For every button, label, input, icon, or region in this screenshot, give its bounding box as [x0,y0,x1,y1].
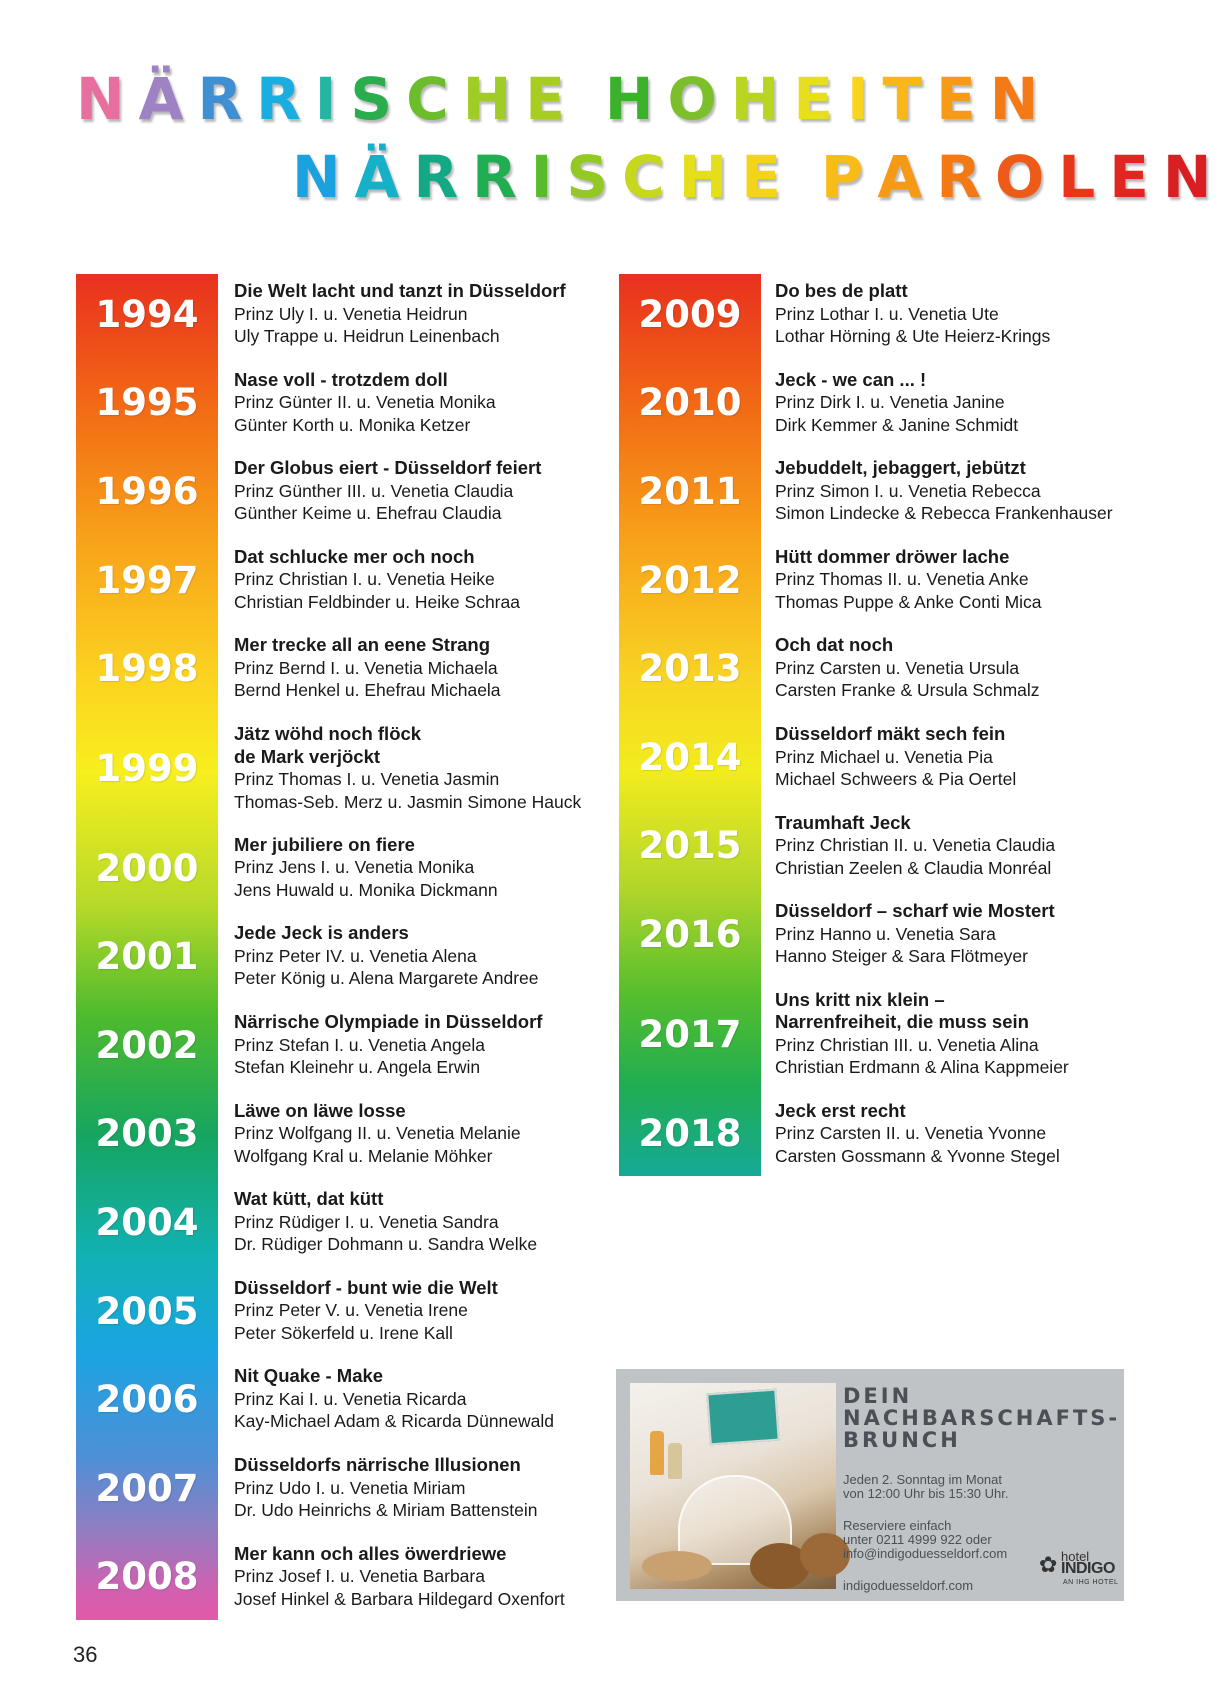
season-info [234,1100,521,1168]
prince-and-venetia: Prinz Christian I. u. Venetia Heike [234,569,495,590]
prince-and-venetia: Prinz Günter II. u. Venetia Monika [234,392,496,413]
civil-names: Christian Erdmann & Alina Kappmeier [775,1057,1069,1078]
headline-letter: A [877,143,937,211]
headline-letter: R [256,65,315,133]
season-motto: Närrische Olympiade in Düsseldorf [234,1011,543,1032]
headline-letter: R [936,143,995,211]
civil-names: Christian Zeelen & Claudia Monréal [775,857,1052,878]
civil-names: Bernd Henkel u. Ehefrau Michaela [234,680,501,701]
civil-names: Thomas Puppe & Anke Conti Mica [775,591,1042,612]
civil-names: Günter Korth u. Monika Ketzer [234,414,471,435]
headline-letter: S [350,65,407,133]
season-year: 2013 [638,647,742,691]
headline-letter: T [882,65,937,133]
season-motto: Düsseldorf – scharf wie Mostert [775,900,1055,922]
season-motto: Jeck erst recht [775,1099,906,1121]
season-info [775,900,1055,968]
season-info [234,1543,565,1611]
prince-and-venetia: Prinz Thomas II. u. Venetia Anke [775,569,1029,590]
civil-names: Peter Sökerfeld u. Irene Kall [234,1322,453,1343]
ad-title-line: DEIN [843,1384,913,1408]
season-motto: Wat kütt, dat kütt [234,1188,384,1210]
season-info [775,369,1018,437]
season-motto: Läwe on läwe losse [234,1099,406,1121]
season-motto: Düsseldorf - bunt wie die Welt [234,1276,498,1298]
civil-names: Dirk Kemmer & Janine Schmidt [775,414,1019,435]
season-motto: Der Globus eiert - Düsseldorf feiert [234,457,542,479]
headline-letter: E [525,65,579,133]
season-motto: Nase voll - trotzdem doll [234,368,448,390]
headline-letter: E [793,65,847,133]
pastry-image [642,1551,712,1581]
season-year: 2010 [638,381,742,425]
prince-and-venetia: Prinz Jens I. u. Venetia Monika [234,857,475,878]
season-info [234,634,501,702]
prince-and-venetia: Prinz Wolfgang II. u. Venetia Melanie [234,1123,521,1144]
season-motto: Nit Quake - Make [234,1365,384,1387]
season-year: 2006 [95,1378,199,1422]
season-year: 1994 [95,292,199,336]
headline-letter: N [989,65,1053,133]
prince-and-venetia: Prinz Peter IV. u. Venetia Alena [234,945,477,966]
brunch-photo [630,1383,836,1589]
season-info [775,723,1016,791]
civil-names: Carsten Franke & Ursula Schmalz [775,680,1040,701]
ad-phone-line[interactable]: unter 0211 4999 922 oder [843,1532,992,1547]
season-motto: Die Welt lacht und tanzt in Düsseldorf [234,280,566,301]
hotel-ad[interactable] [616,1369,1124,1601]
chalkboard-sign-image [706,1389,779,1446]
season-year: 2015 [638,824,742,868]
season-info [775,634,1040,702]
prince-and-venetia: Prinz Kai I. u. Venetia Ricarda [234,1388,467,1409]
juice-bottle-image [668,1443,682,1479]
logo-tagline: AN IHG HOTEL [1063,1579,1119,1586]
season-motto: Mer trecke all an eene Strang [234,634,491,656]
civil-names: Stefan Kleinehr u. Angela Erwin [234,1057,481,1077]
season-info [234,457,541,525]
season-info [775,989,1069,1079]
prince-and-venetia: Prinz Dirk I. u. Venetia Janine [775,392,1005,413]
prince-and-venetia: Prinz Udo I. u. Venetia Miriam [234,1477,466,1498]
season-motto: de Mark verjöckt [234,745,381,767]
logo-word-indigo: INDIGO [1061,1560,1115,1577]
season-motto: Hütt dommer dröwer lache [775,545,1010,567]
prince-and-venetia: Prinz Bernd I. u. Venetia Michaela [234,657,498,678]
prince-and-venetia: Prinz Carsten II. u. Venetia Yvonne [775,1123,1047,1144]
season-motto: Traumhaft Jeck [775,811,911,833]
prince-and-venetia: Prinz Carsten u. Venetia Ursula [775,657,1020,678]
season-year: 1995 [95,381,199,425]
civil-names: Carsten Gossmann & Yvonne Stegel [775,1145,1060,1166]
headline-letter: R [197,65,257,133]
ad-schedule-line: Jeden 2. Sonntag im Monat [843,1472,1002,1487]
ad-title [843,1385,1120,1451]
civil-names: Wolfgang Kral u. Melanie Möhker [234,1145,493,1166]
season-info [775,457,1113,525]
civil-names: Dr. Rüdiger Dohmann u. Sandra Welke [234,1234,538,1255]
season-motto: Jede Jeck is anders [234,922,409,944]
civil-names: Peter König u. Alena Margarete Andree [234,968,539,989]
season-year: 1997 [95,558,199,602]
civil-names: Günther Keime u. Ehefrau Claudia [234,503,502,524]
headline-letter: S [566,143,623,211]
season-year: 1998 [95,647,199,691]
prince-and-venetia: Prinz Christian II. u. Venetia Claudia [775,835,1056,856]
season-motto: Jeck - we can ... ! [775,368,927,390]
season-year: 2012 [638,558,742,602]
season-motto: Dat schlucke mer och noch [234,545,475,567]
civil-names: Josef Hinkel & Barbara Hildegard Oxenfort [234,1588,565,1609]
season-motto: Och dat noch [775,634,894,656]
season-info [234,1365,554,1433]
headline-letter: E [936,65,990,133]
ad-website-link[interactable]: indigoduesseldorf.com [843,1578,974,1593]
civil-names: Michael Schweers & Pia Oertel [775,769,1017,789]
indigo-flower-icon: ✿ [1039,1552,1058,1577]
season-motto: Uns kritt nix klein – [775,988,945,1010]
prince-and-venetia: Prinz Stefan I. u. Venetia Angela [234,1034,486,1055]
season-year: 2005 [95,1289,199,1333]
headline-letter: H [604,65,668,133]
civil-names: Christian Feldbinder u. Heike Schraa [234,591,520,612]
season-year: 2002 [95,1023,199,1067]
headline-letter: L [1058,143,1110,211]
prince-and-venetia: Prinz Lothar I. u. Venetia Ute [775,303,999,324]
season-info [234,1454,537,1522]
prince-and-venetia: Prinz Simon I. u. Venetia Rebecca [775,480,1041,501]
headline-letter: N [76,65,139,133]
prince-and-venetia: Prinz Christian III. u. Venetia Alina [775,1034,1039,1055]
season-info [234,280,566,348]
headline-letter: O [667,65,731,133]
headline-letter: O [994,143,1059,211]
season-year: 2007 [95,1466,199,1510]
season-year: 1999 [95,747,199,790]
season-motto: Mer kann och alles öwerdriewe [234,1542,507,1564]
season-motto: Jätz wöhd noch flöck [234,723,422,744]
civil-names: Lothar Hörning & Ute Heierz-Krings [775,326,1051,346]
headline-letter: I [846,65,883,133]
headline-letter: N [1162,143,1225,211]
season-year: 2003 [95,1112,199,1156]
season-motto: Narrenfreiheit, die muss sein [775,1011,1029,1033]
season-year: 2009 [638,292,742,336]
season-info [234,1277,498,1345]
headline-letter: H [462,65,526,133]
ad-email-link[interactable]: info@indigoduesseldorf.com [843,1546,1008,1561]
season-year: 2001 [95,935,199,979]
civil-names: Hanno Steiger & Sara Flötmeyer [775,946,1028,967]
season-info [234,369,496,437]
civil-names: Jens Huwald u. Monika Dickmann [234,879,498,900]
season-info [775,546,1042,614]
headline-letter: Ä [138,65,198,133]
season-motto: Do bes de platt [775,280,908,301]
headline-line-2 [292,143,1225,211]
headline-letter: H [678,143,742,211]
prince-and-venetia: Prinz Josef I. u. Venetia Barbara [234,1566,485,1587]
ad-schedule-line: von 12:00 Uhr bis 15:30 Uhr. [843,1486,1009,1501]
civil-names: Thomas-Seb. Merz u. Jasmin Simone Hauck [234,791,582,812]
season-year: 2017 [638,1012,742,1056]
headline-letter: P [820,143,878,211]
season-info [234,922,539,990]
season-info [775,1100,1060,1168]
season-info [234,546,520,614]
season-motto: Düsseldorf mäkt sech fein [775,723,1006,744]
season-year: 2011 [638,469,742,513]
prince-and-venetia: Prinz Thomas I. u. Venetia Jasmin [234,769,500,789]
season-motto: Düsseldorfs närrische Illusionen [234,1454,521,1475]
headline-line-1 [76,65,1053,133]
season-info [775,812,1055,880]
season-info [775,280,1050,348]
logo-word-hotel: hotel [1061,1549,1090,1564]
headline-letter: R [413,143,473,211]
headline-letter: I [530,143,567,211]
headline-letter: H [730,65,794,133]
prince-and-venetia: Prinz Uly I. u. Venetia Heidrun [234,303,468,324]
prince-and-venetia: Prinz Hanno u. Venetia Sara [775,923,996,944]
juice-bottle-image [650,1431,664,1475]
season-motto: Jebuddelt, jebaggert, jebützt [775,457,1026,479]
civil-names: Dr. Udo Heinrichs & Miriam Battenstein [234,1500,538,1520]
season-year: 2014 [638,735,742,779]
season-year: 2000 [95,846,199,890]
headline-letter: Ä [354,143,414,211]
prince-and-venetia: Prinz Michael u. Venetia Pia [775,746,993,767]
prince-and-venetia: Prinz Peter V. u. Venetia Irene [234,1300,468,1321]
season-year: 2016 [638,912,742,956]
ad-title-line: NACHBARSCHAFTS- [843,1406,1121,1430]
headline-letter: C [622,143,679,211]
civil-names: Uly Trappe u. Heidrun Leinenbach [234,326,500,346]
prince-and-venetia: Prinz Rüdiger I. u. Venetia Sandra [234,1211,499,1232]
headline-letter: C [406,65,463,133]
headline-letter: R [472,143,531,211]
hotel-indigo-logo [1039,1549,1121,1593]
prince-and-venetia: Prinz Günther III. u. Venetia Claudia [234,480,514,501]
headline-letter: E [741,143,795,211]
season-year: 2004 [95,1200,199,1244]
headline-letter: I [314,65,351,133]
season-year: 1996 [95,469,199,513]
ad-title-line: BRUNCH [843,1428,961,1452]
headline-letter: N [292,143,355,211]
civil-names: Simon Lindecke & Rebecca Frankenhauser [775,503,1113,524]
page-number: 36 [73,1642,98,1667]
headline-letter: E [1109,143,1163,211]
season-year: 2008 [95,1555,199,1599]
season-info [234,1011,542,1079]
season-info [234,723,581,813]
season-info [234,1188,537,1256]
ad-reserve-line: Reserviere einfach [843,1518,952,1533]
civil-names: Kay-Michael Adam & Ricarda Dünnewald [234,1411,555,1432]
season-year: 2018 [638,1112,742,1156]
season-motto: Mer jubiliere on fiere [234,833,415,855]
season-info [234,834,498,902]
